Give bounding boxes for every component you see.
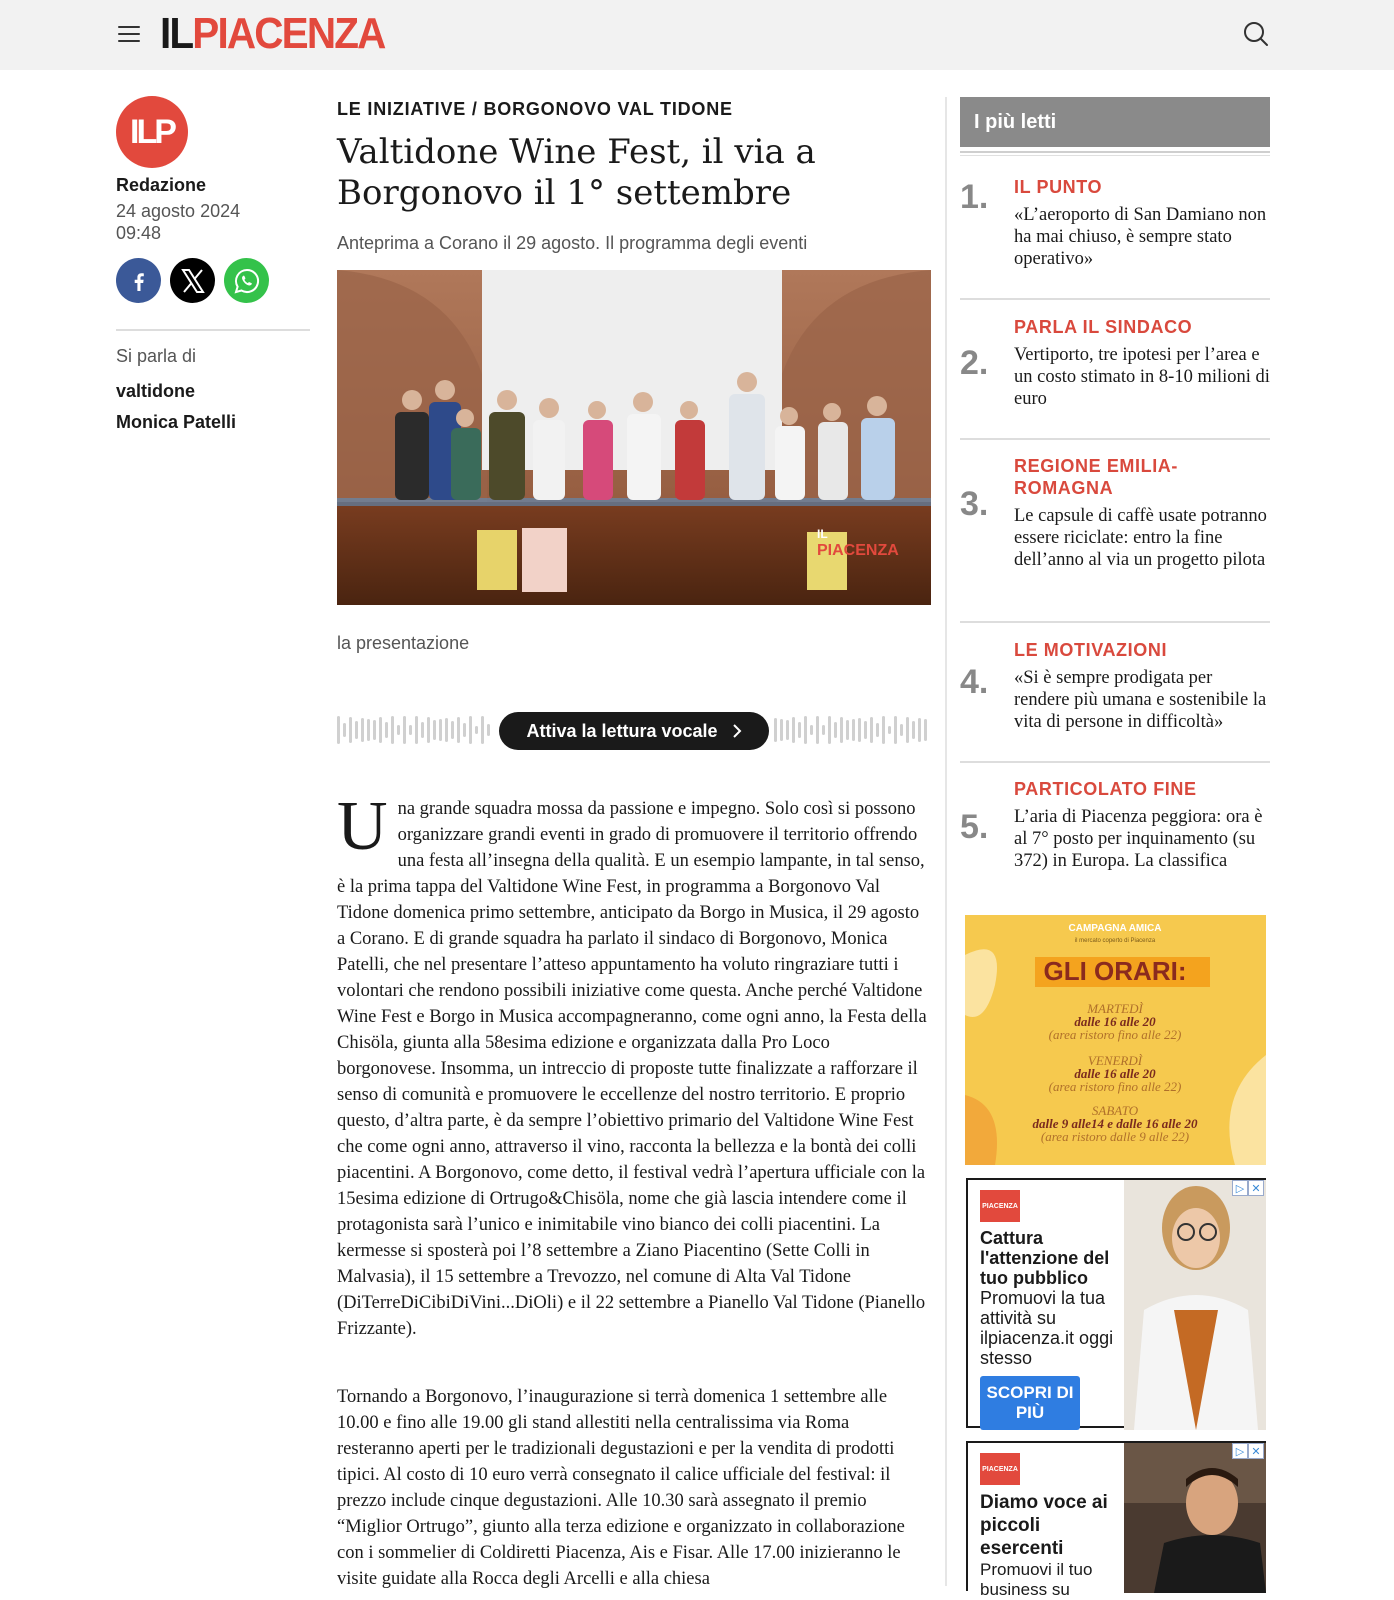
rank-title: «Si è sempre prodigata per rendere più umana e sostenibile la vita di persone in difficoltà»: [1014, 668, 1267, 732]
ad-photo: [1124, 1180, 1266, 1426]
close-icon[interactable]: ✕: [1248, 1443, 1264, 1459]
svg-text:SABATO: SABATO: [1091, 1103, 1139, 1118]
rank-separator: [960, 438, 1270, 440]
waveform-bar: [858, 718, 861, 741]
voice-reading-button[interactable]: Attiva la lettura vocale: [499, 712, 769, 750]
rank-title: Vertiporto, tre ipotesi per l’area e un costo stimato in 8-10 milioni di euro: [1014, 345, 1270, 409]
ad-title: Cattura l'attenzione del tuo pubblico: [980, 1228, 1110, 1288]
promo-ad-1[interactable]: [966, 1178, 1266, 1428]
tag-link[interactable]: valtidone: [116, 381, 196, 401]
ad-text: Promuovi il tuo business su: [980, 1560, 1093, 1599]
waveform-bar: [792, 717, 795, 742]
svg-text:(area ristoro fino alle 22): (area ristoro fino alle 22): [1048, 1027, 1182, 1042]
chevron-right-icon: [732, 723, 742, 739]
waveform-bar: [894, 716, 897, 744]
waveform-bar: [451, 721, 454, 740]
waveform-bar: [810, 725, 813, 736]
most-read-rule: [960, 151, 1270, 153]
waveform-bar: [433, 720, 436, 740]
waveform-bar: [888, 726, 891, 735]
site-logo[interactable]: IL PIACENZA: [160, 9, 385, 58]
whatsapp-share-button[interactable]: [224, 258, 269, 303]
promo-ad-2[interactable]: [966, 1441, 1266, 1599]
publish-date: 24 agosto 2024 09:48: [116, 201, 241, 243]
ad-photo: [1124, 1443, 1266, 1591]
waveform-bar: [822, 725, 825, 735]
rank-title: L’aria di Piacenza peggiora: ora è al 7° posto per inquinamento (su 372) in Europa. La classifica: [1014, 807, 1263, 871]
ad-logo: PIACENZA: [980, 1453, 1020, 1485]
waveform-bar: [415, 716, 418, 743]
ad-title: Diamo voce ai piccoli esercenti: [980, 1492, 1108, 1559]
ad-choices[interactable]: [1232, 1180, 1264, 1196]
rank-number: 3.: [960, 485, 989, 523]
drop-cap: U: [337, 788, 388, 865]
svg-text:IL: IL: [817, 527, 828, 541]
rank-category: REGIONE EMILIA-ROMAGNA: [1014, 456, 1179, 498]
waveform-bar: [882, 716, 885, 744]
waveform-bar: [906, 717, 909, 744]
svg-text:dalle 9 alle14 e dalle 16 alle: dalle 9 alle14 e dalle 16 alle 20: [1032, 1116, 1198, 1131]
rank-separator: [960, 761, 1270, 763]
rank-title: Le capsule di caffè usate potranno essere riciclate: entro la fine dell’anno al via un progetto pilota: [1014, 506, 1267, 570]
waveform-bar: [439, 719, 442, 742]
waveform-bar: [870, 717, 873, 743]
waveform-bar: [367, 719, 370, 741]
svg-text:VENERDÌ: VENERDÌ: [1087, 1053, 1143, 1068]
ad-cta-button[interactable]: SCOPRI DI PIÙ: [980, 1376, 1080, 1430]
facebook-share-button[interactable]: [116, 258, 161, 303]
waveform-bar: [900, 724, 903, 736]
waveform-bar: [481, 716, 484, 744]
waveform-bar: [475, 726, 478, 735]
svg-text:GLI ORARI:: GLI ORARI:: [1043, 956, 1187, 986]
audio-waveform-left: [337, 715, 490, 745]
waveform-bar: [924, 719, 927, 740]
rank-category: PARTICOLATO FINE: [1014, 779, 1197, 799]
waveform-bar: [834, 722, 837, 737]
adchoices-icon[interactable]: ▷: [1232, 1443, 1248, 1459]
svg-text:PIACENZA: PIACENZA: [817, 542, 899, 559]
article-headline: Valtidone Wine Fest, il via a Borgonovo il 1° settembre: [337, 132, 816, 213]
x-share-button[interactable]: [170, 258, 215, 303]
waveform-bar: [421, 722, 424, 737]
waveform-bar: [912, 721, 915, 738]
svg-text:MARTEDÌ: MARTEDÌ: [1087, 1001, 1143, 1016]
rank-separator: [960, 298, 1270, 300]
rank-number: 1.: [960, 178, 989, 216]
ad-logo: PIACENZA: [980, 1190, 1020, 1222]
search-icon[interactable]: [1242, 20, 1270, 48]
audio-waveform-right: [774, 715, 927, 745]
waveform-bar: [409, 725, 412, 735]
waveform-bar: [391, 716, 394, 743]
waveform-bar: [846, 720, 849, 740]
rank-category: LE MOTIVAZIONI: [1014, 640, 1168, 660]
svg-text:(area ristoro dalle 9 alle 22): (area ristoro dalle 9 alle 22): [1040, 1129, 1190, 1144]
hamburger-menu-icon[interactable]: [118, 24, 140, 42]
waveform-bar: [852, 719, 855, 742]
rank-title: «L’aeroporto di San Damiano non ha mai chiuso, è sempre stato operativo»: [1014, 205, 1267, 269]
waveform-bar: [918, 718, 921, 742]
ad-choices[interactable]: [1232, 1443, 1264, 1459]
rank-number: 2.: [960, 344, 989, 382]
article-subtitle: Anteprima a Corano il 29 agosto. Il programma degli eventi: [337, 233, 808, 253]
waveform-bar: [373, 720, 376, 740]
waveform-bar: [876, 723, 879, 737]
article-kicker[interactable]: LE INIZIATIVE / BORGONOVO VAL TIDONE: [337, 99, 733, 119]
author-avatar[interactable]: ILP: [116, 96, 188, 168]
waveform-bar: [816, 716, 819, 744]
svg-text:dalle 16 alle 20: dalle 16 alle 20: [1074, 1014, 1156, 1029]
article-hero-image[interactable]: [337, 270, 931, 605]
waveform-bar: [463, 723, 466, 737]
tags-label: Si parla di: [116, 346, 197, 366]
waveform-bar: [343, 723, 346, 736]
waveform-bar: [403, 716, 406, 744]
whatsapp-icon: [233, 267, 261, 295]
rank-separator: [960, 621, 1270, 623]
rank-category: IL PUNTO: [1014, 177, 1103, 197]
waveform-bar: [487, 724, 490, 736]
ad-text: Promuovi la tua attività su ilpiacenza.it oggi stesso: [980, 1288, 1114, 1368]
waveform-bar: [427, 717, 430, 743]
rank-number: 5.: [960, 808, 989, 846]
waveform-bar: [355, 721, 358, 739]
orari-banner-ad[interactable]: [965, 915, 1266, 1165]
article-paragraph: Una grande squadra mossa da passione e impegno. Solo così si possono organizzare grandi eventi in grado di promuovere il territorio offrendo una festa all’insegna della qualità. E un esempio lampante, in tal senso, è la prima tappa del Valtidone Wine Fest, in programma a Borgonovo Val Tidone domenica primo settembre, anticipato da Borgo in Musica, il 29 agosto a Corano. E di grande squadra ha parlato il sindaco di Borgonovo, Monica Patelli, che nel presentare l’atteso appuntamento ha voluto ringraziare tutti i volontari che rendono possibili iniziative come questa. Anche perché Valtidone Wine Fest e Borgo in Musica accompagneranno, come ogni anno, la Festa della Chisöla, giunta alla 58esima edizione e organizzata dalla Pro Loco borgonovese. Insomma, un intreccio di proposte tutte finalizzate a rafforzare il senso di comunità e promuovere le eccellenze del nostro territorio. E proprio questo, d’altra parte, è da sempre l’obiettivo primario del Valtidone Wine Fest che come ogni anno, attraverso il vino, racconta la bellezza e la bontà dei colli piacentini. A Borgonovo, come detto, il festival vedrà l’apertura ufficiale con la 15esima edizione di Ortrugo&Chisöla, nome che già lascia intendere come il protagonista sarà l’unico e inimitabile vino bianco dei colli piacentini. La kermesse si sposterà poi l’8 settembre a Ziano Piacentino (Sette Colli in Malvasia), il 15 settembre a Trevozzo, nel comune di Alta Val Tidone (DiTerreDiCibiDiVini...DiOli) e il 22 settembre a Pianello Val Tidone (Pianello Frizzante).: [337, 788, 927, 1339]
adchoices-icon[interactable]: ▷: [1232, 1180, 1248, 1196]
waveform-bar: [798, 722, 801, 738]
top-bar: [0, 0, 1394, 70]
svg-text:il mercato coperto di Piacenza: il mercato coperto di Piacenza: [1074, 938, 1156, 944]
waveform-bar: [469, 716, 472, 744]
author-name[interactable]: Redazione: [116, 175, 207, 195]
waveform-bar: [337, 716, 340, 744]
image-caption: la presentazione: [337, 633, 470, 653]
facebook-icon: [128, 270, 150, 292]
x-icon: [178, 266, 208, 296]
waveform-bar: [385, 722, 388, 738]
most-read-rule: [960, 155, 1270, 156]
close-icon[interactable]: ✕: [1248, 1180, 1264, 1196]
waveform-bar: [361, 718, 364, 742]
column-divider: [945, 97, 947, 1586]
rank-category: PARLA IL SINDACO: [1014, 317, 1193, 337]
svg-text:(area ristoro fino alle 22): (area ristoro fino alle 22): [1048, 1079, 1182, 1094]
most-read-heading: I più letti: [960, 97, 1270, 147]
waveform-bar: [457, 717, 460, 743]
waveform-bar: [445, 718, 448, 741]
waveform-bar: [864, 721, 867, 740]
tag-link[interactable]: Monica Patelli: [116, 412, 237, 432]
waveform-bar: [780, 719, 783, 741]
waveform-bar: [379, 717, 382, 742]
article-paragraph: Tornando a Borgonovo, l’inaugurazione si terrà domenica 1 settembre alle 10.00 e fino alle 19.00 gli stand allestiti nella centralissima via Roma resteranno aperti per le tradizionali degustazioni e per la vendita di prodotti tipici. Al costo di 10 euro verrà consegnato il calice ufficiale del festival: il prezzo include cinque degustazioni. Alle 10.30 sarà assegnato il premio “Miglior Ortrugo”, giunto alla terza edizione e organizzato in collaborazione con i sommelier di Coldiretti Piacenza, Ais e Fisar. Alle 17.00 inizieranno le visite guidate alla Rocca degli Arcelli e alla chiesa: [337, 1387, 905, 1589]
waveform-bar: [804, 716, 807, 743]
waveform-bar: [786, 720, 789, 740]
waveform-bar: [774, 718, 777, 742]
svg-text:CAMPAGNA AMICA: CAMPAGNA AMICA: [1068, 923, 1162, 934]
waveform-bar: [840, 717, 843, 743]
left-divider: [116, 329, 310, 331]
rank-number: 4.: [960, 663, 989, 701]
waveform-bar: [397, 725, 400, 736]
svg-text:dalle 16 alle 20: dalle 16 alle 20: [1074, 1066, 1156, 1081]
waveform-bar: [828, 716, 831, 743]
waveform-bar: [349, 717, 352, 744]
